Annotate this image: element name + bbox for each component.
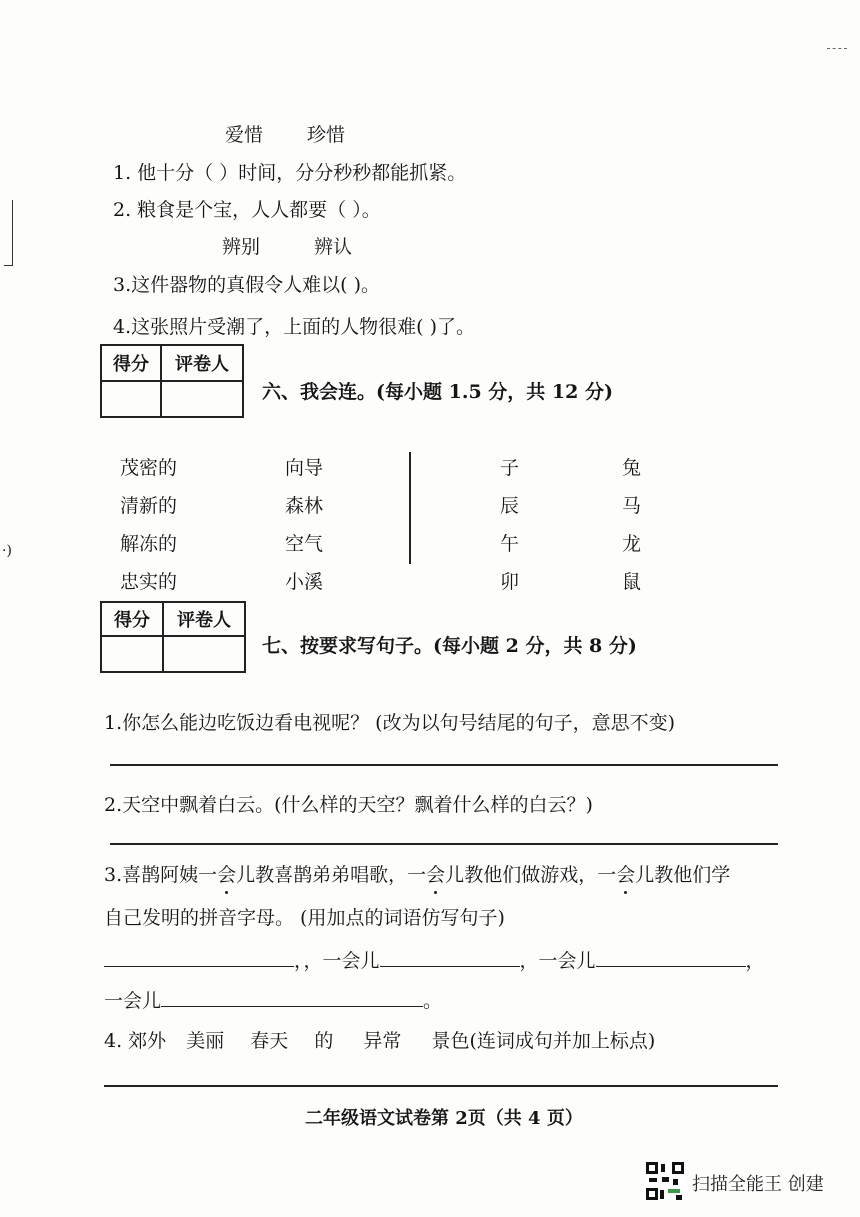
section-6-title: 六、我会连。(每小题 1.5 分，共 12 分) (262, 381, 613, 403)
binding-mark (12, 200, 13, 266)
grader-label: 评卷人 (161, 345, 243, 381)
q4-word: 异常 (363, 1030, 402, 1052)
s7-question-1: 1.你怎么能边吃饭边看电视呢？ (改为以句号结尾的句子，意思不变) (104, 712, 675, 734)
q3-text: 教喜鹊弟弟唱歌， (255, 864, 408, 886)
word-option: 珍惜 (307, 124, 346, 146)
score-cell[interactable] (101, 636, 163, 672)
score-box (100, 601, 246, 673)
s7-question-4 (104, 1026, 655, 1053)
q3-text: 教他们做游戏， (464, 864, 598, 886)
section-7-title: 七、按要求写句子。(每小题 2 分，共 8 分) (262, 635, 637, 657)
s7-question-2: 2.天空中飘着白云。(什么样的天空？飘着什么样的白云？) (104, 794, 593, 816)
question-1 (113, 158, 466, 185)
margin-mark: ·) (2, 543, 12, 559)
fill-blank[interactable] (596, 948, 746, 967)
match-item[interactable]: 龙 (622, 533, 642, 555)
match-item[interactable]: 清新的 (120, 495, 178, 517)
dotted-word: 一会儿 (407, 860, 464, 887)
fill-word: ，一会儿 (519, 950, 596, 972)
watermark-text: 扫描全能王 创建 (692, 1174, 824, 1195)
word-option: 辨别 (222, 236, 261, 258)
match-item[interactable]: 解冻的 (120, 533, 178, 555)
q4-word: 景色 (431, 1030, 470, 1052)
fill-punct: ， (294, 950, 304, 972)
fill-row-1 (104, 946, 765, 973)
fill-word: ，一会儿 (303, 950, 380, 972)
page-footer: 二年级语文试卷第 2页（共 4 页） (305, 1108, 583, 1129)
fill-word: 一会儿 (104, 990, 162, 1012)
match-item[interactable]: 午 (500, 533, 520, 555)
question-1-text: 1. 他十分（ ）时间，分分秒秒都能抓紧。 (113, 162, 467, 184)
q3-text: 3.喜鹊阿姨 (104, 864, 199, 886)
match-divider (409, 452, 411, 564)
match-right-col1 (500, 449, 519, 601)
fill-blank[interactable] (380, 948, 520, 967)
match-item[interactable]: 森林 (285, 495, 324, 517)
dotted-word: 一会儿 (198, 860, 255, 887)
answer-line[interactable] (110, 843, 778, 845)
s7-question-3 (104, 860, 730, 887)
fill-blank[interactable] (104, 948, 294, 967)
match-item[interactable]: 卯 (500, 571, 520, 593)
fill-punct: ， (745, 950, 765, 972)
question-2: 2. 粮食是个宝，人人都要（ ）。 (113, 199, 381, 221)
dotted-word: 一会儿 (597, 860, 654, 887)
question-4: 4.这张照片受潮了，上面的人物很难( )了。 (113, 316, 475, 338)
q4-instruction: (连词成句并加上标点) (469, 1030, 656, 1052)
grader-label: 评卷人 (163, 602, 245, 636)
match-item[interactable]: 兔 (622, 457, 642, 479)
binding-mark-tick (4, 265, 13, 266)
q4-word: 4. 郊外 (104, 1030, 167, 1052)
q3-text: 教他们学 (654, 864, 731, 886)
match-item[interactable]: 茂密的 (120, 457, 178, 479)
score-box (100, 344, 244, 418)
answer-line[interactable] (104, 1085, 778, 1087)
grader-cell[interactable] (161, 381, 243, 417)
score-cell[interactable] (101, 381, 161, 417)
fill-row-2 (104, 986, 442, 1013)
word-option: 爱惜 (225, 124, 264, 146)
fill-punct: 。 (423, 990, 443, 1012)
word-option: 辨认 (314, 236, 353, 258)
match-item[interactable]: 小溪 (285, 571, 324, 593)
match-left-col2 (285, 449, 323, 601)
s7-question-3-line2: 自己发明的拼音字母。 (用加点的词语仿写句子) (104, 907, 505, 929)
score-label: 得分 (101, 345, 161, 381)
match-right-col2 (622, 449, 641, 601)
question-3: 3.这件器物的真假令人难以( )。 (113, 274, 380, 296)
match-item[interactable]: 子 (500, 457, 520, 479)
qr-code-icon (646, 1162, 684, 1200)
grader-cell[interactable] (163, 636, 245, 672)
corner-mark (827, 48, 847, 49)
fill-blank[interactable] (161, 988, 423, 1007)
q4-word: 春天 (250, 1030, 289, 1052)
match-item[interactable]: 空气 (285, 533, 324, 555)
score-label: 得分 (101, 602, 163, 636)
match-left-col1 (120, 449, 177, 601)
match-item[interactable]: 辰 (500, 495, 520, 517)
match-item[interactable]: 向导 (285, 457, 324, 479)
q4-word: 美丽 (186, 1030, 225, 1052)
answer-line[interactable] (110, 764, 778, 766)
match-item[interactable]: 马 (622, 495, 642, 517)
q4-word: 的 (314, 1030, 334, 1052)
match-item[interactable]: 鼠 (622, 571, 642, 593)
match-item[interactable]: 忠实的 (120, 571, 178, 593)
